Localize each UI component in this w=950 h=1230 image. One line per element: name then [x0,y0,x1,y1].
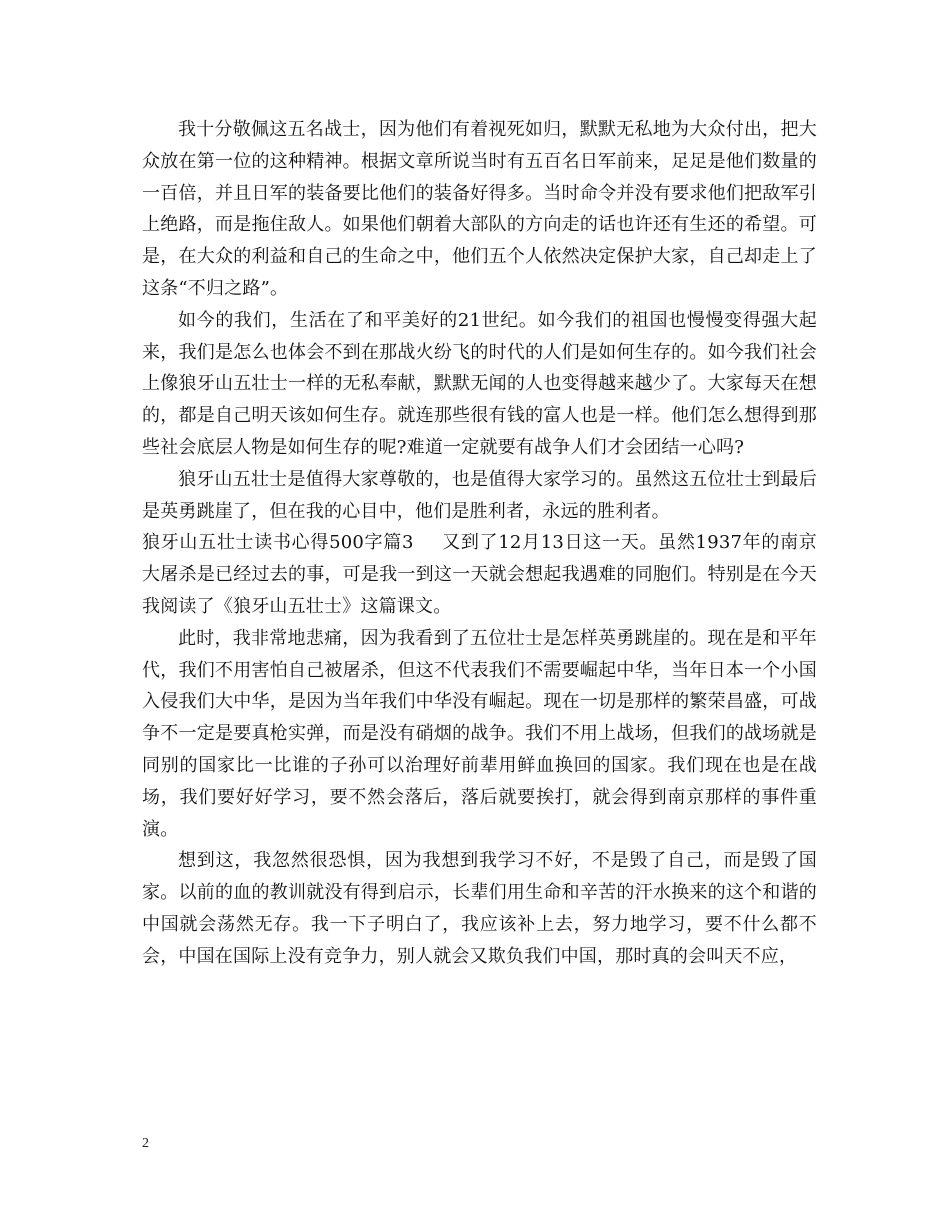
paragraph-2: 如今的我们，生活在了和平美好的21世纪。如今我们的祖国也慢慢变得强大起来，我们是怎么也体会不到在那战火纷飞的时代的人们是如何生存的。如今我们社会上像狼牙山五壮士一样的无私奉献，默默无闻的人也变得越来越少了。大家每天在想的，都是自己明天该如何生存。就连那些很有钱的富人也是一样。他们怎么想得到那些社会底层人物是如何生存的呢?难道一定就要有战争人们才会团结一心吗? [142,309,817,458]
paragraph-6: 想到这，我忽然很恐惧，因为我想到我学习不好，不是毁了自己，而是毁了国家。以前的血的教训就没有得到启示，长辈们用生命和辛苦的汗水换来的这个和谐的中国就会荡然无存。我一下子明白了，我应该补上去，努力地学习，要不什么都不会，中国在国际上没有竞争力，别人就会又欺负我们中国，那时真的会叫天不应， [142,850,817,967]
paragraph-1: 我十分敬佩这五名战士，因为他们有着视死如归，默默无私地为大众付出，把大众放在第一位的这种精神。根据文章所说当时有五百名日军前来，足足是他们数量的一百倍，并且日军的装备要比他们的装备好得多。当时命令并没有要求他们把敌军引上绝路，而是拖住敌人。如果他们朝着大部队的方向走的话也许还有生还的希望。可是，在大众的利益和自己的生命之中，他们五个人依然决定保护大家，自己却走上了这条“不归之路”。 [142,119,817,299]
document-body [142,114,817,973]
paragraph-4 [142,527,817,622]
page-number: 2 [142,1136,149,1151]
paragraph-3: 狼牙山五壮士是值得大家尊敬的，也是值得大家学习的。虽然这五位壮士到最后是英勇跳崖了，但在我的心目中，他们是胜利者，永远的胜利者。 [142,468,817,522]
paragraph-4-text: 又到了12月13日这一天。虽然1937年的南京大屠杀是已经过去的事，可是我一到这一天就会想起我遇难的同胞们。特别是在今天我阅读了《狼牙山五壮士》这篇课文。 [142,532,817,617]
paragraph-5: 此时，我非常地悲痛，因为我看到了五位壮士是怎样英勇跳崖的。现在是和平年代，我们不用害怕自己被屠杀，但这不代表我们不需要崛起中华，当年日本一个小国入侵我们大中华，是因为当年我们中华没有崛起。现在一切是那样的繁荣昌盛，可战争不一定是要真枪实弹，而是没有硝烟的战争。我们不用上战场，但我们的战场就是同别的国家比一比谁的子孙可以治理好前辈用鲜血换回的国家。我们现在也是在战场，我们要好好学习，要不然会落后，落后就要挨打，就会得到南京那样的事件重演。 [142,627,817,840]
section-heading: 狼牙山五壮士读书心得500字篇3 [142,532,414,554]
